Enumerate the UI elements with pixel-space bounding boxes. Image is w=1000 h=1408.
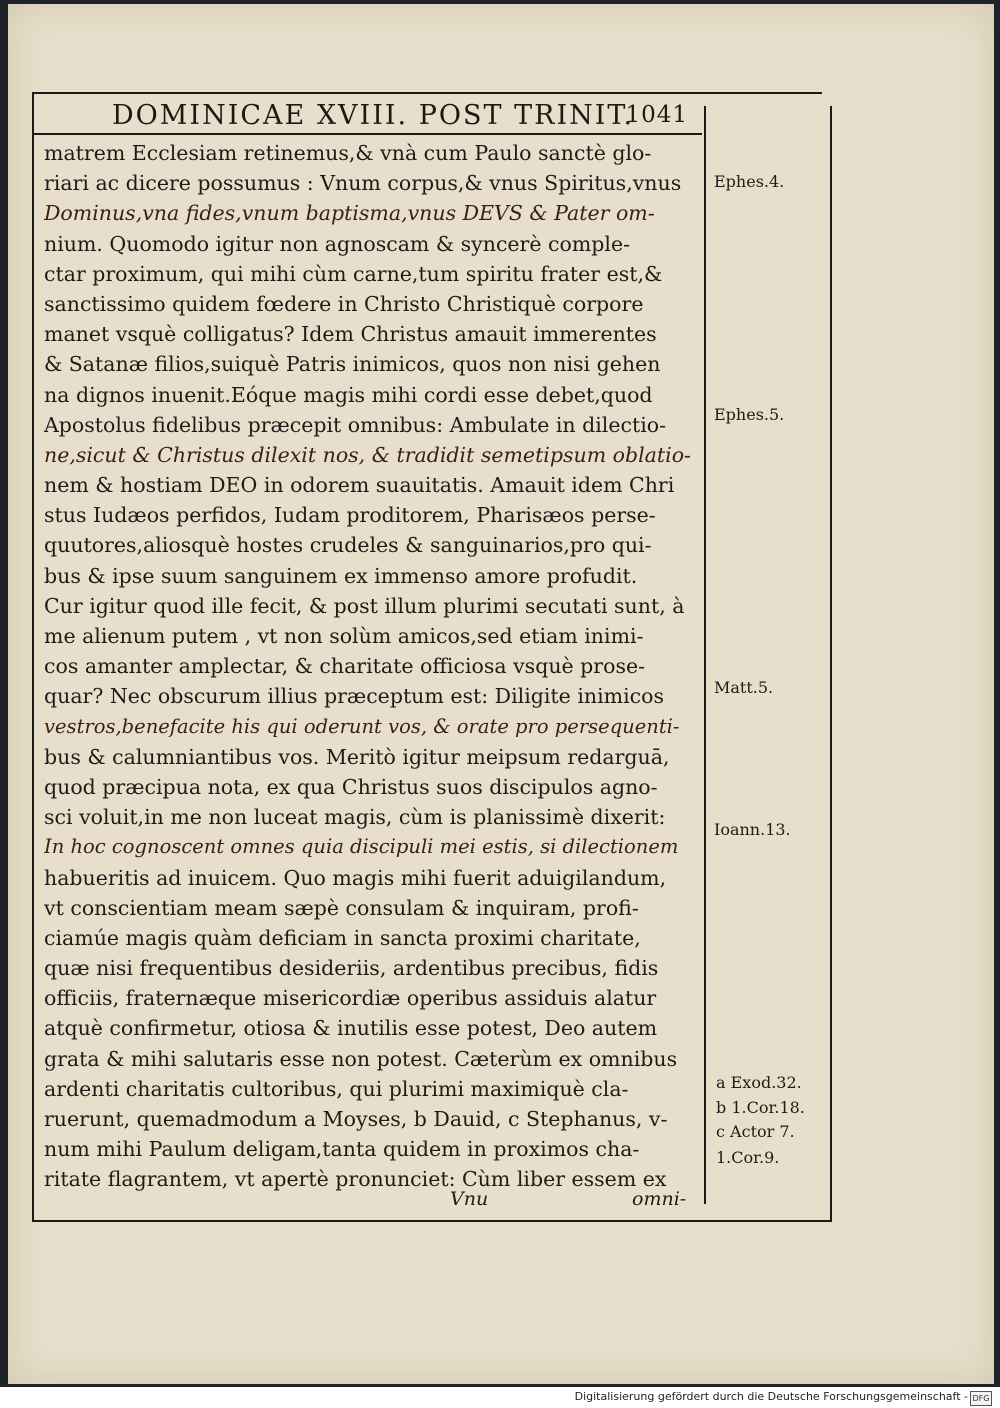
text-line: quæ nisi frequentibus desideriis, ardentibus precibus, fidis bbox=[44, 956, 659, 981]
text-line: quod præcipua nota, ex qua Christus suos discipulos agno- bbox=[44, 774, 658, 799]
text-line: manet vsquè colligatus? Idem Christus amauit immerentes bbox=[44, 322, 657, 347]
marginal-note: Ephes.5. bbox=[714, 405, 785, 424]
marginal-note: Matt.5. bbox=[714, 678, 774, 697]
text-line: grata & mihi salutaris esse non potest. Cæterùm ex omnibus bbox=[44, 1046, 678, 1071]
running-header bbox=[112, 97, 694, 137]
text-line: ctar proximum, qui mihi cùm carne,tum spiritu frater est,& bbox=[44, 261, 663, 286]
header-top-rule bbox=[32, 92, 822, 94]
text-line: ritate flagrantem, vt apertè pronunciet: Cùm liber essem ex bbox=[44, 1167, 667, 1192]
text-line: riari ac dicere possumus : Vnum corpus,& vnus Spiritus,vnus bbox=[44, 171, 682, 196]
catchword-left: Vnu bbox=[450, 1188, 489, 1210]
dfg-logo: DFG bbox=[970, 1391, 992, 1406]
marginal-note: 1.Cor.9. bbox=[716, 1148, 780, 1167]
page-number: 1041 bbox=[625, 102, 688, 128]
text-line: bus & ipse suum sanguinem ex immenso amore profudit. bbox=[44, 563, 638, 588]
text-line: me alienum putem , vt non solùm amicos,sed etiam inimi- bbox=[44, 624, 644, 648]
marginal-note: a Exod.32. bbox=[716, 1073, 802, 1092]
text-line: atquè confirmetur, otiosa & inutilis esse potest, Deo autem bbox=[44, 1016, 658, 1041]
text-line: In hoc cognoscent omnes quia discipuli mei estis, si dilectionem bbox=[44, 835, 679, 859]
text-line: bus & calumniantibus vos. Meritò igitur meipsum redarguā, bbox=[44, 744, 670, 769]
text-line: na dignos inuenit.Eóque magis mihi cordi esse debet,quod bbox=[44, 382, 653, 407]
running-title: DOMINICAE XVIII. POST TRINIT. bbox=[112, 100, 635, 131]
bottom-rule bbox=[32, 1220, 832, 1222]
text-line: Dominus,vna fides,vnum baptisma,vnus DEVS & Pater om- bbox=[44, 201, 655, 226]
text-line: sci voluit,in me non luceat magis, cùm is planissimè dixerit: bbox=[44, 805, 666, 830]
text-line: officiis, fraternæque misericordiæ operibus assiduis alatur bbox=[44, 986, 657, 1011]
catchword-right: omni- bbox=[632, 1188, 687, 1210]
main-text-block bbox=[44, 138, 692, 1195]
text-line: & Satanæ filios,suiquè Patris inimicos, quos non nisi gehen bbox=[44, 352, 661, 377]
text-line: Cur igitur quod ille fecit, & post illum plurimi secutati sunt, à bbox=[44, 593, 685, 618]
text-line: quutores,aliosquè hostes crudeles & sanguinarios,pro qui- bbox=[44, 533, 652, 558]
text-line: ardenti charitatis cultoribus, qui plurimi maximiquè cla- bbox=[44, 1076, 629, 1101]
digitization-credit bbox=[0, 1390, 1000, 1408]
marginal-note: Ephes.4. bbox=[714, 172, 785, 191]
text-line: ruerunt, quemadmodum a Moyses, b Dauid, c Stephanus, v- bbox=[44, 1107, 668, 1131]
margin-vertical-rule bbox=[704, 106, 706, 1204]
text-line: habueritis ad inuicem. Quo magis mihi fuerit aduigilandum, bbox=[44, 865, 667, 890]
text-line: quar? Nec obscurum illius præceptum est: Diligite inimicos bbox=[44, 684, 664, 709]
text-line: vestros,benefacite his qui oderunt vos, & orate pro persequenti- bbox=[44, 714, 680, 738]
text-line: Apostolus fidelibus præcepit omnibus: Ambulate in dilectio- bbox=[44, 412, 667, 437]
text-line: matrem Ecclesiam retinemus,& vnà cum Paulo sanctè glo- bbox=[44, 141, 652, 165]
text-line: ciamúe magis quàm deficiam in sancta proximi charitate, bbox=[44, 925, 641, 950]
outer-vertical-rule bbox=[830, 106, 832, 1222]
text-line: nium. Quomodo igitur non agnoscam & syncerè comple- bbox=[44, 231, 631, 256]
text-line: sanctissimo quidem fœdere in Christo Christiquè corpore bbox=[44, 291, 644, 316]
credit-text: Digitalisierung gefördert durch die Deutsche Forschungsgemeinschaft - bbox=[574, 1390, 968, 1403]
text-line: vt conscientiam meam sæpè consulam & inquiram, profi- bbox=[44, 895, 639, 920]
text-line: stus Iudæos perfidos, Iudam proditorem, Pharisæos perse- bbox=[44, 503, 656, 528]
left-vertical-rule bbox=[32, 92, 34, 1222]
marginal-note: c Actor 7. bbox=[716, 1122, 795, 1141]
marginal-note: Ioann.13. bbox=[714, 820, 791, 839]
catchwords bbox=[44, 1186, 692, 1216]
text-line: num mihi Paulum deligam,tanta quidem in proximos cha- bbox=[44, 1137, 640, 1162]
text-line: nem & hostiam DEO in odorem suauitatis. Amauit idem Chri bbox=[44, 473, 675, 498]
text-line: ne,sicut & Christus dilexit nos, & tradidit semetipsum oblatio- bbox=[44, 442, 691, 467]
text-line: cos amanter amplectar, & charitate officiosa vsquè prose- bbox=[44, 654, 646, 679]
marginal-note: b 1.Cor.18. bbox=[716, 1098, 805, 1117]
